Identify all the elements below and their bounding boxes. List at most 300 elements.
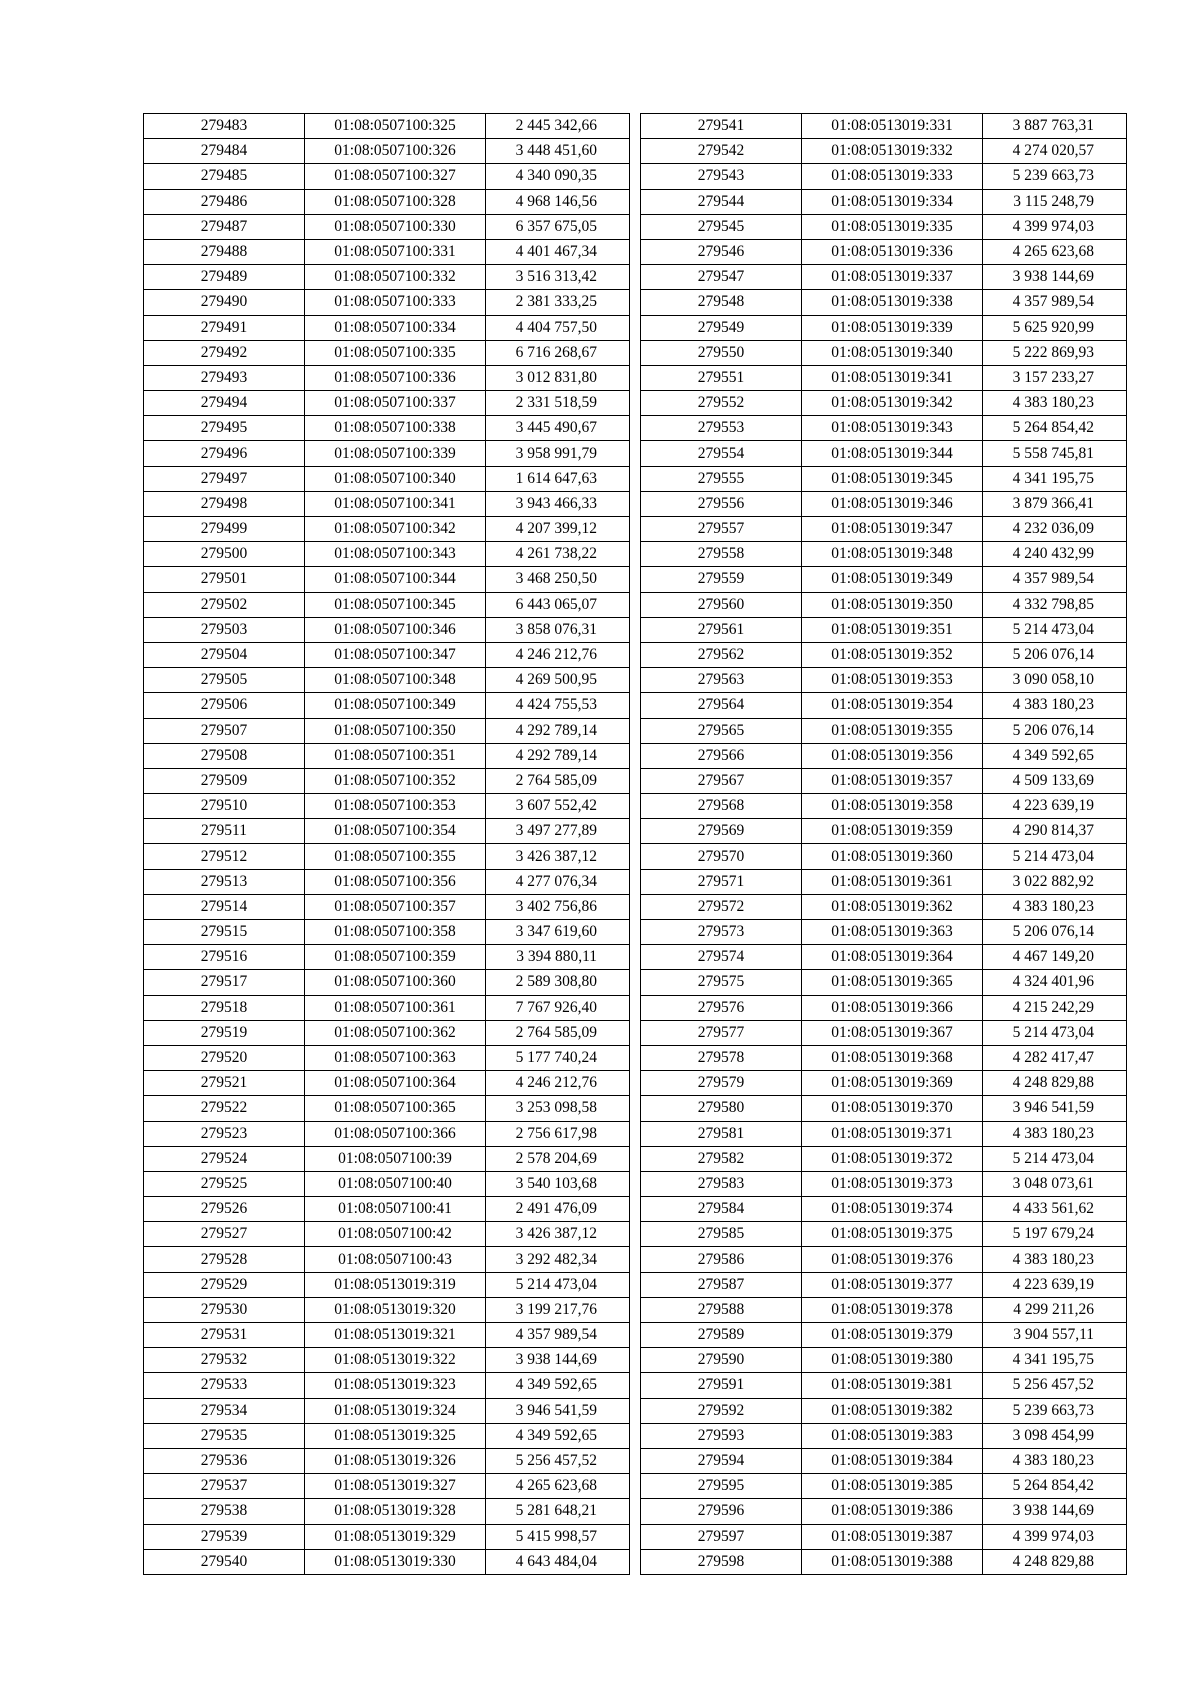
- cadastral-value-cell: 4 269 500,95: [486, 668, 630, 693]
- row-number-cell: 279547: [641, 265, 802, 290]
- row-number-cell: 279519: [144, 1020, 305, 1045]
- cadastral-value-cell: 3 858 076,31: [486, 617, 630, 642]
- row-number-cell: 279499: [144, 517, 305, 542]
- table-row: [144, 466, 630, 491]
- cadastral-value-cell: 4 341 195,75: [983, 466, 1127, 491]
- table-row: [144, 567, 630, 592]
- row-number-cell: 279489: [144, 265, 305, 290]
- table-row: [144, 920, 630, 945]
- cadastral-value-cell: 3 347 619,60: [486, 920, 630, 945]
- row-number-cell: 279584: [641, 1197, 802, 1222]
- table-row: [144, 768, 630, 793]
- row-number-cell: 279578: [641, 1045, 802, 1070]
- row-number-cell: 279515: [144, 920, 305, 945]
- row-number-cell: 279506: [144, 693, 305, 718]
- cadastral-value-cell: 4 424 755,53: [486, 693, 630, 718]
- cadastral-number-cell: 01:08:0513019:380: [802, 1348, 983, 1373]
- table-row: [641, 265, 1127, 290]
- table-row: [641, 1197, 1127, 1222]
- cadastral-number-cell: 01:08:0513019:323: [305, 1373, 486, 1398]
- cadastral-value-cell: 6 716 268,67: [486, 340, 630, 365]
- cadastral-value-cell: 5 264 854,42: [983, 416, 1127, 441]
- table-row: [641, 542, 1127, 567]
- table-row: [641, 743, 1127, 768]
- cadastral-number-cell: 01:08:0513019:349: [802, 567, 983, 592]
- cadastral-value-cell: 3 448 451,60: [486, 139, 630, 164]
- cadastral-value-cell: 3 516 313,42: [486, 265, 630, 290]
- table-row: [641, 1121, 1127, 1146]
- row-number-cell: 279511: [144, 819, 305, 844]
- cadastral-value-cell: 4 383 180,23: [983, 894, 1127, 919]
- cadastral-number-cell: 01:08:0513019:388: [802, 1549, 983, 1574]
- cadastral-number-cell: 01:08:0507100:355: [305, 844, 486, 869]
- table-row: [641, 920, 1127, 945]
- table-row: [144, 1524, 630, 1549]
- cadastral-value-cell: 6 357 675,05: [486, 214, 630, 239]
- table-row: [641, 1373, 1127, 1398]
- table-row: [144, 517, 630, 542]
- table-row: [641, 1448, 1127, 1473]
- cadastral-number-cell: 01:08:0507100:335: [305, 340, 486, 365]
- cadastral-value-cell: 5 206 076,14: [983, 920, 1127, 945]
- row-number-cell: 279593: [641, 1423, 802, 1448]
- cadastral-number-cell: 01:08:0507100:352: [305, 768, 486, 793]
- cadastral-value-cell: 2 381 333,25: [486, 290, 630, 315]
- table-row: [641, 1247, 1127, 1272]
- cadastral-number-cell: 01:08:0513019:339: [802, 315, 983, 340]
- cadastral-number-cell: 01:08:0513019:324: [305, 1398, 486, 1423]
- cadastral-number-cell: 01:08:0513019:334: [802, 189, 983, 214]
- table-row: [641, 1323, 1127, 1348]
- cadastral-number-cell: 01:08:0507100:342: [305, 517, 486, 542]
- row-number-cell: 279579: [641, 1071, 802, 1096]
- cadastral-number-cell: 01:08:0513019:333: [802, 164, 983, 189]
- cadastral-number-cell: 01:08:0507100:359: [305, 945, 486, 970]
- row-number-cell: 279560: [641, 592, 802, 617]
- cadastral-value-cell: 4 383 180,23: [983, 1121, 1127, 1146]
- row-number-cell: 279486: [144, 189, 305, 214]
- cadastral-value-cell: 4 357 989,54: [983, 290, 1127, 315]
- row-number-cell: 279559: [641, 567, 802, 592]
- table-row: [641, 391, 1127, 416]
- cadastral-value-cell: 3 497 277,89: [486, 819, 630, 844]
- row-number-cell: 279573: [641, 920, 802, 945]
- row-number-cell: 279493: [144, 365, 305, 390]
- row-number-cell: 279558: [641, 542, 802, 567]
- row-number-cell: 279503: [144, 617, 305, 642]
- cadastral-value-cell: 3 468 250,50: [486, 567, 630, 592]
- cadastral-number-cell: 01:08:0513019:376: [802, 1247, 983, 1272]
- row-number-cell: 279563: [641, 668, 802, 693]
- cadastral-value-cell: 3 938 144,69: [486, 1348, 630, 1373]
- table-row: [144, 391, 630, 416]
- cadastral-number-cell: 01:08:0513019:368: [802, 1045, 983, 1070]
- cadastral-value-cell: 3 879 366,41: [983, 491, 1127, 516]
- cadastral-value-cell: 3 394 880,11: [486, 945, 630, 970]
- table-row: [641, 290, 1127, 315]
- cadastral-value-cell: 4 207 399,12: [486, 517, 630, 542]
- cadastral-number-cell: 01:08:0507100:363: [305, 1045, 486, 1070]
- table-row: [144, 819, 630, 844]
- table-row: [144, 1045, 630, 1070]
- row-number-cell: 279539: [144, 1524, 305, 1549]
- cadastral-value-cell: 5 264 854,42: [983, 1474, 1127, 1499]
- cadastral-value-cell: 3 946 541,59: [983, 1096, 1127, 1121]
- cadastral-number-cell: 01:08:0513019:354: [802, 693, 983, 718]
- row-number-cell: 279542: [641, 139, 802, 164]
- row-number-cell: 279535: [144, 1423, 305, 1448]
- cadastral-number-cell: 01:08:0513019:355: [802, 718, 983, 743]
- cadastral-value-cell: 3 048 073,61: [983, 1171, 1127, 1196]
- table-row: [144, 441, 630, 466]
- cadastral-value-cell: 3 157 233,27: [983, 365, 1127, 390]
- cadastral-number-cell: 01:08:0507100:41: [305, 1197, 486, 1222]
- table-row: [641, 1423, 1127, 1448]
- cadastral-number-cell: 01:08:0507100:43: [305, 1247, 486, 1272]
- cadastral-number-cell: 01:08:0513019:364: [802, 945, 983, 970]
- row-number-cell: 279592: [641, 1398, 802, 1423]
- row-number-cell: 279527: [144, 1222, 305, 1247]
- table-row: [641, 139, 1127, 164]
- row-number-cell: 279485: [144, 164, 305, 189]
- table-row: [144, 1071, 630, 1096]
- cadastral-number-cell: 01:08:0507100:357: [305, 894, 486, 919]
- cadastral-value-cell: 7 767 926,40: [486, 995, 630, 1020]
- cadastral-number-cell: 01:08:0513019:336: [802, 239, 983, 264]
- row-number-cell: 279520: [144, 1045, 305, 1070]
- table-row: [144, 970, 630, 995]
- cadastral-number-cell: 01:08:0513019:357: [802, 768, 983, 793]
- cadastral-value-cell: 3 090 058,10: [983, 668, 1127, 693]
- table-row: [641, 768, 1127, 793]
- cadastral-value-cell: 5 214 473,04: [983, 844, 1127, 869]
- cadastral-value-cell: 4 340 090,35: [486, 164, 630, 189]
- row-number-cell: 279495: [144, 416, 305, 441]
- row-number-cell: 279521: [144, 1071, 305, 1096]
- cadastral-number-cell: 01:08:0513019:341: [802, 365, 983, 390]
- cadastral-number-cell: 01:08:0507100:326: [305, 139, 486, 164]
- table-row: [641, 819, 1127, 844]
- cadastral-value-cell: 3 098 454,99: [983, 1423, 1127, 1448]
- cadastral-number-cell: 01:08:0513019:367: [802, 1020, 983, 1045]
- cadastral-value-cell: 3 938 144,69: [983, 265, 1127, 290]
- cadastral-number-cell: 01:08:0507100:350: [305, 718, 486, 743]
- cadastral-value-cell: 4 399 974,03: [983, 214, 1127, 239]
- cadastral-value-cell: 4 274 020,57: [983, 139, 1127, 164]
- cadastral-number-cell: 01:08:0507100:364: [305, 1071, 486, 1096]
- cadastral-value-cell: 5 206 076,14: [983, 642, 1127, 667]
- table-row: [641, 869, 1127, 894]
- cadastral-number-cell: 01:08:0513019:375: [802, 1222, 983, 1247]
- table-row: [641, 794, 1127, 819]
- cadastral-value-cell: 4 349 592,65: [983, 743, 1127, 768]
- cadastral-value-cell: 4 433 561,62: [983, 1197, 1127, 1222]
- table-row: [641, 592, 1127, 617]
- cadastral-value-cell: 4 265 623,68: [983, 239, 1127, 264]
- table-row: [144, 844, 630, 869]
- table-row: [641, 1146, 1127, 1171]
- table-row: [641, 340, 1127, 365]
- cadastral-value-cell: 3 426 387,12: [486, 844, 630, 869]
- table-row: [641, 1096, 1127, 1121]
- table-row: [641, 894, 1127, 919]
- table-row: [144, 1373, 630, 1398]
- row-number-cell: 279567: [641, 768, 802, 793]
- table-row: [144, 1096, 630, 1121]
- table-row: [144, 668, 630, 693]
- table-row: [641, 1549, 1127, 1574]
- cadastral-number-cell: 01:08:0513019:360: [802, 844, 983, 869]
- cadastral-value-cell: 4 290 814,37: [983, 819, 1127, 844]
- cadastral-value-cell: 5 256 457,52: [486, 1448, 630, 1473]
- row-number-cell: 279531: [144, 1323, 305, 1348]
- cadastral-value-cell: 4 341 195,75: [983, 1348, 1127, 1373]
- table-row: [641, 365, 1127, 390]
- table-row: [144, 1197, 630, 1222]
- row-number-cell: 279488: [144, 239, 305, 264]
- cadastral-number-cell: 01:08:0513019:340: [802, 340, 983, 365]
- row-number-cell: 279529: [144, 1272, 305, 1297]
- cadastral-number-cell: 01:08:0507100:40: [305, 1171, 486, 1196]
- row-number-cell: 279587: [641, 1272, 802, 1297]
- table-row: [641, 1474, 1127, 1499]
- row-number-cell: 279556: [641, 491, 802, 516]
- table-row: [641, 1524, 1127, 1549]
- row-number-cell: 279484: [144, 139, 305, 164]
- row-number-cell: 279569: [641, 819, 802, 844]
- cadastral-number-cell: 01:08:0513019:320: [305, 1297, 486, 1322]
- cadastral-value-cell: 4 349 592,65: [486, 1373, 630, 1398]
- table-row: [641, 214, 1127, 239]
- table-row: [144, 1171, 630, 1196]
- cadastral-number-cell: 01:08:0513019:374: [802, 1197, 983, 1222]
- table-row: [144, 1020, 630, 1045]
- table-row: [144, 1323, 630, 1348]
- cadastral-table-left: [143, 113, 630, 1575]
- cadastral-number-cell: 01:08:0507100:358: [305, 920, 486, 945]
- cadastral-value-cell: 3 115 248,79: [983, 189, 1127, 214]
- cadastral-number-cell: 01:08:0513019:345: [802, 466, 983, 491]
- cadastral-number-cell: 01:08:0513019:331: [802, 114, 983, 139]
- table-row: [641, 1297, 1127, 1322]
- cadastral-number-cell: 01:08:0507100:362: [305, 1020, 486, 1045]
- row-number-cell: 279516: [144, 945, 305, 970]
- table-row: [641, 693, 1127, 718]
- row-number-cell: 279487: [144, 214, 305, 239]
- row-number-cell: 279551: [641, 365, 802, 390]
- cadastral-number-cell: 01:08:0507100:337: [305, 391, 486, 416]
- cadastral-value-cell: 2 764 585,09: [486, 768, 630, 793]
- cadastral-number-cell: 01:08:0513019:379: [802, 1323, 983, 1348]
- table-row: [144, 315, 630, 340]
- cadastral-value-cell: 4 968 146,56: [486, 189, 630, 214]
- row-number-cell: 279509: [144, 768, 305, 793]
- cadastral-number-cell: 01:08:0513019:377: [802, 1272, 983, 1297]
- row-number-cell: 279528: [144, 1247, 305, 1272]
- table-row: [641, 642, 1127, 667]
- cadastral-value-cell: 3 012 831,80: [486, 365, 630, 390]
- cadastral-value-cell: 5 222 869,93: [983, 340, 1127, 365]
- table-row: [641, 718, 1127, 743]
- table-row: [641, 995, 1127, 1020]
- cadastral-value-cell: 4 292 789,14: [486, 718, 630, 743]
- cadastral-value-cell: 6 443 065,07: [486, 592, 630, 617]
- cadastral-number-cell: 01:08:0513019:335: [802, 214, 983, 239]
- cadastral-value-cell: 2 589 308,80: [486, 970, 630, 995]
- row-number-cell: 279561: [641, 617, 802, 642]
- row-number-cell: 279598: [641, 1549, 802, 1574]
- cadastral-number-cell: 01:08:0513019:382: [802, 1398, 983, 1423]
- cadastral-number-cell: 01:08:0513019:329: [305, 1524, 486, 1549]
- row-number-cell: 279575: [641, 970, 802, 995]
- cadastral-value-cell: 4 223 639,19: [983, 1272, 1127, 1297]
- row-number-cell: 279492: [144, 340, 305, 365]
- table-row: [641, 1222, 1127, 1247]
- cadastral-number-cell: 01:08:0507100:360: [305, 970, 486, 995]
- row-number-cell: 279525: [144, 1171, 305, 1196]
- row-number-cell: 279594: [641, 1448, 802, 1473]
- table-row: [144, 1222, 630, 1247]
- cadastral-number-cell: 01:08:0513019:361: [802, 869, 983, 894]
- cadastral-number-cell: 01:08:0507100:366: [305, 1121, 486, 1146]
- cadastral-value-cell: 4 357 989,54: [983, 567, 1127, 592]
- cadastral-value-cell: 4 261 738,22: [486, 542, 630, 567]
- cadastral-number-cell: 01:08:0513019:351: [802, 617, 983, 642]
- row-number-cell: 279570: [641, 844, 802, 869]
- cadastral-number-cell: 01:08:0507100:328: [305, 189, 486, 214]
- cadastral-value-cell: 5 256 457,52: [983, 1373, 1127, 1398]
- cadastral-number-cell: 01:08:0507100:341: [305, 491, 486, 516]
- row-number-cell: 279565: [641, 718, 802, 743]
- row-number-cell: 279532: [144, 1348, 305, 1373]
- cadastral-number-cell: 01:08:0513019:352: [802, 642, 983, 667]
- row-number-cell: 279546: [641, 239, 802, 264]
- table-row: [144, 995, 630, 1020]
- cadastral-number-cell: 01:08:0513019:353: [802, 668, 983, 693]
- cadastral-number-cell: 01:08:0507100:339: [305, 441, 486, 466]
- table-row: [641, 466, 1127, 491]
- row-number-cell: 279562: [641, 642, 802, 667]
- cadastral-value-cell: 5 197 679,24: [983, 1222, 1127, 1247]
- row-number-cell: 279517: [144, 970, 305, 995]
- row-number-cell: 279557: [641, 517, 802, 542]
- cadastral-value-cell: 3 887 763,31: [983, 114, 1127, 139]
- table-row: [144, 743, 630, 768]
- table-row: [144, 1146, 630, 1171]
- cadastral-value-cell: 3 958 991,79: [486, 441, 630, 466]
- cadastral-value-cell: 3 607 552,42: [486, 794, 630, 819]
- cadastral-number-cell: 01:08:0513019:326: [305, 1448, 486, 1473]
- table-row: [144, 1398, 630, 1423]
- cadastral-value-cell: 1 614 647,63: [486, 466, 630, 491]
- table-row: [144, 945, 630, 970]
- table-row: [144, 894, 630, 919]
- cadastral-value-cell: 4 324 401,96: [983, 970, 1127, 995]
- row-number-cell: 279576: [641, 995, 802, 1020]
- cadastral-value-cell: 4 383 180,23: [983, 1448, 1127, 1473]
- row-number-cell: 279501: [144, 567, 305, 592]
- row-number-cell: 279545: [641, 214, 802, 239]
- cadastral-number-cell: 01:08:0507100:348: [305, 668, 486, 693]
- cadastral-number-cell: 01:08:0507100:356: [305, 869, 486, 894]
- row-number-cell: 279510: [144, 794, 305, 819]
- row-number-cell: 279530: [144, 1297, 305, 1322]
- cadastral-number-cell: 01:08:0513019:330: [305, 1549, 486, 1574]
- row-number-cell: 279524: [144, 1146, 305, 1171]
- row-number-cell: 279512: [144, 844, 305, 869]
- table-row: [144, 1272, 630, 1297]
- cadastral-value-cell: 4 349 592,65: [486, 1423, 630, 1448]
- cadastral-number-cell: 01:08:0507100:349: [305, 693, 486, 718]
- cadastral-number-cell: 01:08:0513019:342: [802, 391, 983, 416]
- table-row: [144, 1297, 630, 1322]
- cadastral-number-cell: 01:08:0513019:337: [802, 265, 983, 290]
- cadastral-number-cell: 01:08:0507100:325: [305, 114, 486, 139]
- row-number-cell: 279508: [144, 743, 305, 768]
- row-number-cell: 279589: [641, 1323, 802, 1348]
- cadastral-number-cell: 01:08:0513019:383: [802, 1423, 983, 1448]
- row-number-cell: 279541: [641, 114, 802, 139]
- row-number-cell: 279586: [641, 1247, 802, 1272]
- row-number-cell: 279490: [144, 290, 305, 315]
- row-number-cell: 279566: [641, 743, 802, 768]
- cadastral-number-cell: 01:08:0507100:340: [305, 466, 486, 491]
- row-number-cell: 279505: [144, 668, 305, 693]
- table-row: [144, 214, 630, 239]
- cadastral-number-cell: 01:08:0513019:365: [802, 970, 983, 995]
- row-number-cell: 279595: [641, 1474, 802, 1499]
- row-number-cell: 279537: [144, 1474, 305, 1499]
- table-row: [144, 114, 630, 139]
- cadastral-table-right: [640, 113, 1127, 1575]
- cadastral-number-cell: 01:08:0507100:338: [305, 416, 486, 441]
- row-number-cell: 279568: [641, 794, 802, 819]
- row-number-cell: 279588: [641, 1297, 802, 1322]
- cadastral-number-cell: 01:08:0513019:322: [305, 1348, 486, 1373]
- row-number-cell: 279591: [641, 1373, 802, 1398]
- cadastral-value-cell: 5 177 740,24: [486, 1045, 630, 1070]
- table-row: [641, 668, 1127, 693]
- cadastral-number-cell: 01:08:0513019:363: [802, 920, 983, 945]
- row-number-cell: 279581: [641, 1121, 802, 1146]
- cadastral-value-cell: 3 402 756,86: [486, 894, 630, 919]
- cadastral-number-cell: 01:08:0513019:385: [802, 1474, 983, 1499]
- cadastral-number-cell: 01:08:0513019:372: [802, 1146, 983, 1171]
- cadastral-value-cell: 5 214 473,04: [486, 1272, 630, 1297]
- row-number-cell: 279483: [144, 114, 305, 139]
- cadastral-number-cell: 01:08:0513019:381: [802, 1373, 983, 1398]
- table-row: [144, 290, 630, 315]
- cadastral-value-cell: 4 223 639,19: [983, 794, 1127, 819]
- cadastral-number-cell: 01:08:0513019:362: [802, 894, 983, 919]
- row-number-cell: 279538: [144, 1499, 305, 1524]
- cadastral-value-cell: 4 292 789,14: [486, 743, 630, 768]
- cadastral-value-cell: 5 214 473,04: [983, 1020, 1127, 1045]
- cadastral-number-cell: 01:08:0513019:319: [305, 1272, 486, 1297]
- row-number-cell: 279549: [641, 315, 802, 340]
- cadastral-value-cell: 5 206 076,14: [983, 718, 1127, 743]
- cadastral-number-cell: 01:08:0513019:325: [305, 1423, 486, 1448]
- cadastral-number-cell: 01:08:0513019:321: [305, 1323, 486, 1348]
- row-number-cell: 279494: [144, 391, 305, 416]
- cadastral-number-cell: 01:08:0507100:344: [305, 567, 486, 592]
- table-row: [641, 164, 1127, 189]
- cadastral-value-cell: 2 331 518,59: [486, 391, 630, 416]
- cadastral-number-cell: 01:08:0513019:327: [305, 1474, 486, 1499]
- cadastral-value-cell: 4 509 133,69: [983, 768, 1127, 793]
- row-number-cell: 279533: [144, 1373, 305, 1398]
- row-number-cell: 279543: [641, 164, 802, 189]
